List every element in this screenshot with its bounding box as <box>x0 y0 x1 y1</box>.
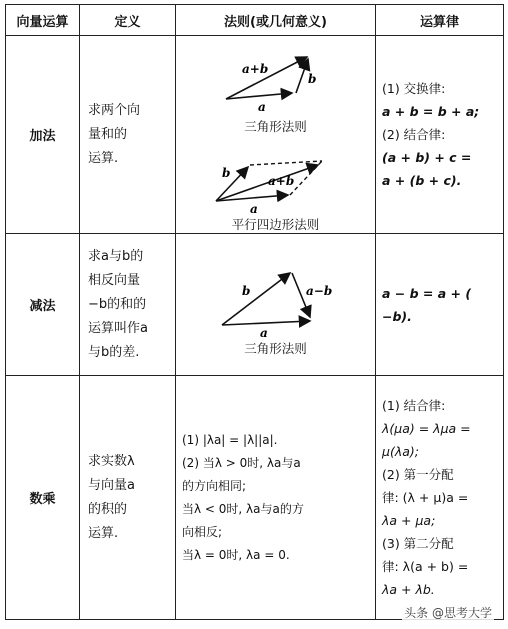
label-a-plus-b: a+b <box>268 173 295 188</box>
rule-cell <box>176 36 376 234</box>
law-line: a + b = b + a; <box>382 104 480 119</box>
header-row <box>6 5 504 36</box>
label-a: a <box>260 325 268 339</box>
label-a: a <box>250 201 258 215</box>
operation-name: 加法 <box>6 36 80 234</box>
law-line: (1) 交换律: <box>382 81 446 96</box>
law-line: 律: λ(a + b) = <box>382 559 469 574</box>
rule-line: 当λ < 0时, λa与a的方 <box>182 501 304 516</box>
rule-line: 当λ = 0时, λa = 0. <box>182 547 290 562</box>
watermark: 头条 @思考大学 <box>404 606 492 620</box>
laws-cell <box>376 36 504 234</box>
header-laws: 运算律 <box>376 5 504 36</box>
definition-line: 运算. <box>88 150 119 166</box>
caption-triangle: 三角形法则 <box>244 340 307 356</box>
definition-line: 量和的 <box>88 126 128 142</box>
table-row-subtraction <box>6 234 504 376</box>
table-row-addition <box>6 36 504 234</box>
rule-line: 向相反; <box>182 524 223 539</box>
triangle-rule-diagram <box>176 37 376 117</box>
definition-cell <box>80 36 176 234</box>
rule-cell <box>176 376 376 620</box>
definition-line: 相反向量 <box>88 272 141 288</box>
header-definition: 定义 <box>80 5 176 36</box>
caption-parallelogram: 平行四边形法则 <box>231 216 320 232</box>
law-line: a − b = a + ( −b). <box>382 285 472 324</box>
rule-cell <box>176 234 376 376</box>
operation-name: 减法 <box>6 234 80 376</box>
vector-a <box>222 321 310 325</box>
law-line: μ(λa); <box>382 444 419 459</box>
dashed-side <box>250 161 322 165</box>
vector-b <box>296 59 308 93</box>
header-rule: 法则(或几何意义) <box>176 5 376 36</box>
definition-line: 的积的 <box>88 501 128 517</box>
definition-line: 求实数λ <box>88 453 135 469</box>
label-b: b <box>222 165 231 180</box>
definition-line: 与b的差. <box>88 344 140 360</box>
law-line: λ(μa) = λμa = <box>382 421 471 436</box>
label-b: b <box>242 283 251 298</box>
definition-line: 运算. <box>88 525 119 541</box>
rule-line: 的方向相同; <box>182 478 247 493</box>
operation-name: 数乘 <box>6 376 80 620</box>
label-a-plus-b: a+b <box>242 61 269 76</box>
definition-line: 运算叫作a <box>88 320 148 336</box>
vector-b <box>222 273 290 325</box>
definition-line: 求两个向 <box>88 102 141 118</box>
definition-line: −b的和的 <box>88 296 147 312</box>
definition-cell <box>80 234 176 376</box>
caption-triangle: 三角形法则 <box>244 118 307 134</box>
rule-line: (2) 当λ > 0时, λa与a <box>182 455 301 470</box>
table-row-scalar <box>6 376 504 620</box>
law-line: λa + λb. <box>382 582 435 597</box>
vector-operations-table <box>5 4 504 620</box>
rule-line: (1) |λa| = |λ||a|. <box>182 432 278 447</box>
law-line: (3) 第二分配 <box>382 536 454 551</box>
subtraction-triangle-diagram <box>176 253 376 339</box>
law-line: 律: (λ + μ)a = <box>382 490 469 505</box>
label-a-minus-b: a−b <box>306 283 333 298</box>
parallelogram-rule-diagram <box>176 143 376 215</box>
law-line: a + (b + c). <box>382 173 462 188</box>
laws-cell <box>376 234 504 376</box>
header-operation: 向量运算 <box>6 5 80 36</box>
law-line: (a + b) + c = <box>382 150 472 165</box>
label-b: b <box>308 71 317 86</box>
label-a: a <box>258 99 266 114</box>
definition-cell <box>80 376 176 620</box>
law-line: (2) 第一分配 <box>382 467 454 482</box>
vector-a-plus-b <box>216 165 318 201</box>
laws-cell <box>376 376 504 620</box>
definition-line: 求a与b的 <box>88 248 144 264</box>
law-line: (2) 结合律: <box>382 127 446 142</box>
law-line: λa + μa; <box>382 513 436 528</box>
law-line: (1) 结合律: <box>382 398 446 413</box>
definition-line: 与向量a <box>88 477 135 493</box>
